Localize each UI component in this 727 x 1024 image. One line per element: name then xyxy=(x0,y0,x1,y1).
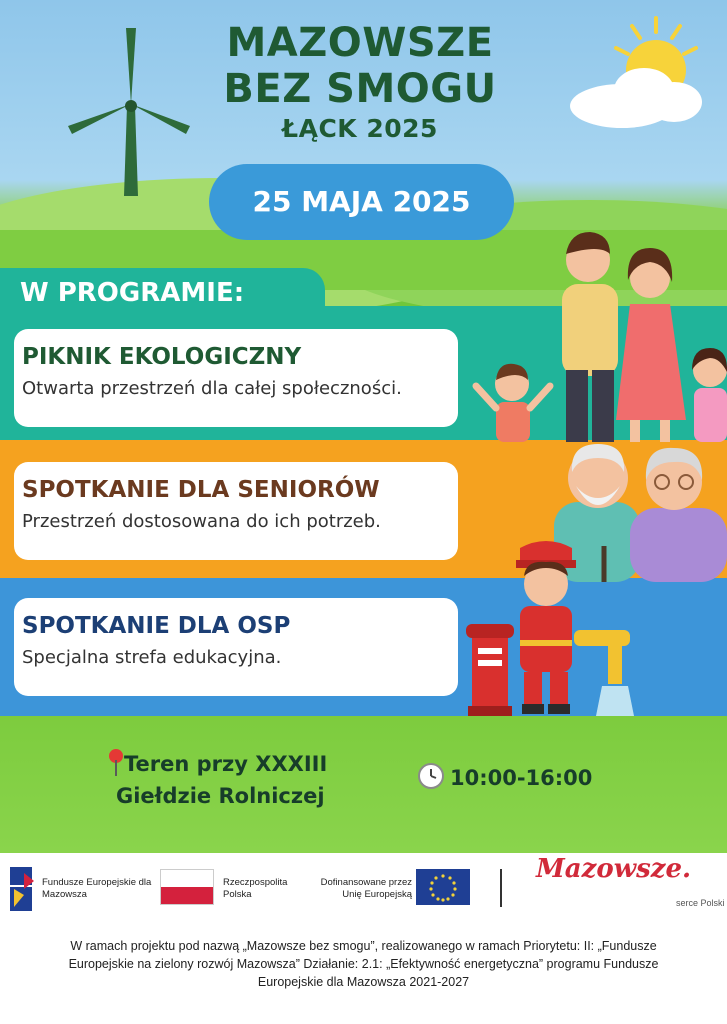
program-heading: W PROGRAMIE: xyxy=(0,268,325,314)
title-line-2: BEZ SMOGU xyxy=(223,66,497,112)
program-card-description: Otwarta przestrzeń dla całej społeczności. xyxy=(22,378,402,399)
title-line-1: MAZOWSZE xyxy=(226,20,494,66)
logo-rzeczpospolita xyxy=(160,869,300,909)
eu-logo-text: Dofinansowane przez Unię Europejską xyxy=(320,877,412,900)
program-card-osp xyxy=(14,598,458,696)
title-line-3: ŁĄCK 2025 xyxy=(282,114,438,143)
event-location xyxy=(108,748,327,812)
rp-logo-text: Rzeczpospolita Polska xyxy=(223,877,288,900)
program-card-description: Przestrzeń dostosowana do ich potrzeb. xyxy=(22,511,381,532)
program-card-title: SPOTKANIE DLA OSP xyxy=(22,613,291,639)
logo-mazowsze xyxy=(536,854,726,913)
fe-logo-icon xyxy=(10,867,38,911)
program-card-picnic xyxy=(14,329,458,427)
family-illustration-icon xyxy=(466,220,727,442)
firefighter-illustration-icon xyxy=(462,536,642,716)
sun-cloud-icon xyxy=(556,14,706,144)
funding-note: W ramach projektu pod nazwą „Mazowsze bez smogu”, realizowanego w ramach Priorytetu: II: „Fundusze Europejskie na zielony rozwój Mazowsza” Działanie: 2.1: „Efektywność energetyczna” programu Fundusze Europejskie dla Mazowsza 2021-2027 xyxy=(68,939,659,989)
location-line-2: Giełdzie Rolniczej xyxy=(116,784,325,808)
partner-logos xyxy=(0,853,727,933)
program-card-title: SPOTKANIE DLA SENIORÓW xyxy=(22,477,380,503)
logo-eu xyxy=(308,869,478,909)
poland-flag-icon xyxy=(160,869,214,905)
mazowsze-wordmark: Mazowsze. xyxy=(536,854,692,884)
date-badge: 25 MAJA 2025 xyxy=(209,164,514,240)
program-card-description: Specjalna strefa edukacyjna. xyxy=(22,647,282,668)
location-line-1: Teren przy XXXIII xyxy=(124,752,328,776)
program-card-title: PIKNIK EKOLOGICZNY xyxy=(22,344,302,370)
map-pin-icon xyxy=(108,748,124,776)
fe-logo-text: Fundusze Europejskie dla Mazowsza xyxy=(42,877,152,900)
clock-icon xyxy=(418,763,444,789)
logo-fundusze-europejskie xyxy=(10,865,160,913)
eu-flag-icon xyxy=(416,869,470,905)
time-range: 10:00-16:00 xyxy=(450,766,593,790)
program-card-seniors xyxy=(14,462,458,560)
logo-divider xyxy=(500,869,502,907)
mazowsze-tagline: serce Polski xyxy=(676,898,725,908)
event-time xyxy=(418,762,592,794)
